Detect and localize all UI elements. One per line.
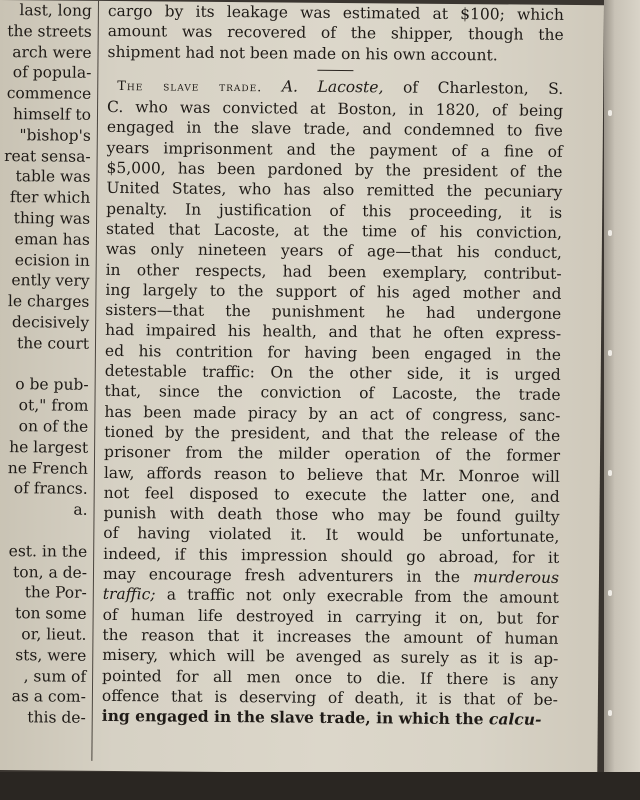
- left-column-line: decisively: [11, 313, 90, 332]
- article-line: detestable traffic: On the other side, it is urged: [104, 361, 561, 384]
- last-line-italic: calcu-: [488, 709, 542, 729]
- left-column-line: last, long: [19, 1, 92, 20]
- line-after-italic: a traffic not only execrable from the amount: [166, 585, 559, 608]
- left-column-line: sts, were: [15, 645, 87, 665]
- left-column-line: "bishop's: [19, 125, 91, 145]
- article-line: penalty. In justification of this proceeding, it is: [106, 199, 563, 222]
- binding-holes: [606, 0, 616, 780]
- left-column-line: reat sensa-: [4, 146, 91, 166]
- article-line: prisoner from the milder operation of the former: [103, 443, 561, 466]
- left-column: [0, 0, 94, 761]
- previous-article-end: [107, 1, 564, 66]
- left-column-line: eman has: [14, 229, 90, 249]
- left-column-line: ton some: [14, 604, 87, 623]
- article-line: indeed, if this impression should go abroad, for it: [103, 544, 560, 567]
- italic-phrase-murderous: murderous: [473, 568, 560, 587]
- left-column-line: fter which: [9, 188, 91, 207]
- left-column-line: as a com-: [11, 687, 86, 707]
- article-line: tioned by the president, and that the release of the: [104, 422, 561, 445]
- binding-hole: [608, 110, 612, 116]
- left-column-line: himself to: [12, 105, 92, 124]
- article-line: law, affords reason to believe that Mr. Monroe will: [103, 463, 560, 486]
- left-column-line: the Por-: [24, 583, 87, 603]
- article-line: has been made piracy by an act of congress, sanc-: [104, 402, 561, 425]
- italic-phrase-traffic: traffic;: [102, 585, 156, 604]
- left-column-line: of popula-: [12, 63, 92, 83]
- left-column-line: ne French: [7, 458, 88, 478]
- binding-hole: [608, 230, 612, 236]
- article-line: punish with death those who may be found guilty: [103, 504, 560, 527]
- binding-hole: [608, 470, 612, 476]
- slave-trade-article: [102, 75, 564, 730]
- left-column-line: a.: [73, 500, 88, 519]
- left-column-line: on of the: [18, 417, 89, 436]
- left-gap: [0, 520, 89, 542]
- article-heading: The slave trade.: [117, 78, 263, 96]
- left-column-line: ecision in: [14, 250, 90, 270]
- article-line: not feel disposed to execute the latter one, and: [103, 483, 560, 506]
- article-line: ed his contrition for having been engaged in the: [104, 341, 562, 364]
- article-line: $5,000, has been pardoned by the president of the: [106, 159, 563, 181]
- left-gap: [0, 354, 91, 376]
- left-column-line: he largest: [9, 437, 89, 457]
- left-column-line: thing was: [13, 209, 91, 228]
- article-line: stated that Lacoste, at the time of his conviction,: [105, 219, 563, 242]
- article-last-line: [102, 706, 558, 730]
- left-column-line: of francs.: [13, 479, 88, 499]
- left-column-line: o be pub-: [15, 375, 89, 395]
- table-surface: [0, 772, 640, 800]
- article-line: United States, who has also remitted the pecuniary: [106, 179, 563, 202]
- previous-article-line: amount was recovered of the shipper, though the: [107, 22, 564, 45]
- left-column-line: , sum of: [23, 666, 87, 686]
- left-column-line: commence: [6, 84, 92, 103]
- left-column-line: ot," from: [18, 396, 89, 415]
- left-column-line: ton, a de-: [13, 562, 88, 582]
- article-line: engaged in the slave trade, and condemned to five: [106, 118, 563, 141]
- article-line: offence that is deserving of death, it is that of be-: [101, 686, 558, 709]
- italic-lead-in: may encourage fresh adventurers in the: [102, 564, 461, 587]
- left-column-line: ently very: [11, 271, 90, 291]
- previous-article-line: cargo by its leakage was estimated at $100; which: [107, 1, 564, 24]
- article-separator: [317, 70, 353, 71]
- article-line: misery, which will be avenged as surely as it is ap-: [102, 646, 559, 669]
- article-line: years imprisonment and the payment of a fine of: [106, 138, 563, 161]
- first-line-rest: of Charleston, S.: [402, 78, 564, 98]
- left-column-line: or, lieut.: [21, 625, 87, 644]
- left-column-line: the court: [16, 333, 90, 353]
- article-line: sisters—that the punishment he had undergone: [105, 301, 562, 324]
- left-column-line: table was: [15, 167, 91, 187]
- article-line: had impaired his health, and that he often express-: [105, 321, 562, 344]
- article-line: the reason that it increases the amount of human: [102, 625, 559, 648]
- article-line: ing largely to the support of his aged mother and: [105, 280, 562, 303]
- article-line: pointed for all men once to die. If there is any: [102, 666, 559, 689]
- left-column-line: this de-: [27, 708, 86, 727]
- left-column-line: arch were: [12, 42, 92, 62]
- article-line: of human life destroyed in carrying it on, but for: [102, 605, 559, 628]
- person-name: A. Lacoste,: [281, 77, 384, 97]
- binding-hole: [608, 350, 612, 356]
- article-line: C. who was convicted at Boston, in 1820, of being: [106, 98, 564, 121]
- right-column: [101, 1, 564, 765]
- previous-article-line: shipment had not been made on his own account.: [107, 42, 498, 64]
- left-column-line: le charges: [7, 292, 90, 311]
- article-line: that, since the conviction of Lacoste, the trade: [104, 382, 561, 405]
- article-line: was only nineteen years of age—that his conduct,: [105, 240, 562, 263]
- binding-hole: [608, 710, 612, 716]
- binding-hole: [608, 590, 612, 596]
- last-line-text: ing engaged in the slave trade, in which the: [101, 706, 484, 729]
- left-column-line: est. in the: [8, 541, 88, 561]
- article-line: of having violated it. It would be unfortunate,: [103, 524, 560, 547]
- article-line: in other respects, had been exemplary, contribut-: [105, 260, 562, 283]
- left-column-line: the streets: [7, 21, 92, 41]
